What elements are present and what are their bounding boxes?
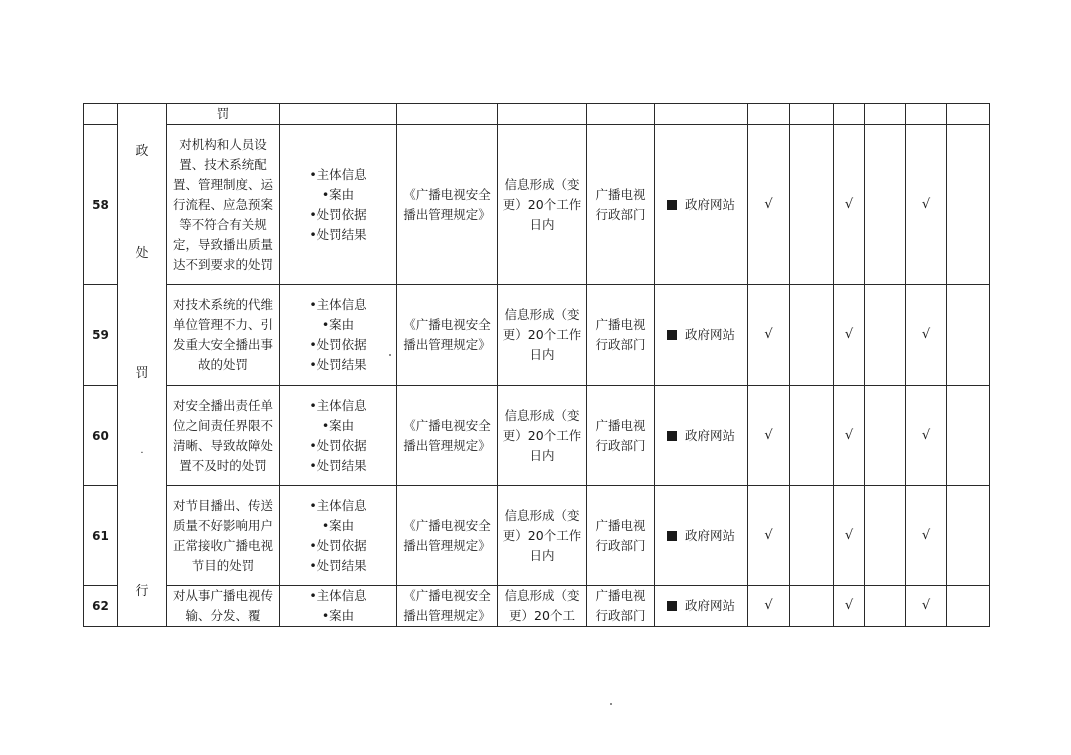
matter-cell: 对从事广播电视传输、分发、覆 — [167, 586, 280, 627]
channel-cell — [655, 586, 748, 627]
channel-label: 政府网站 — [684, 327, 735, 342]
check-cell: √ — [748, 386, 790, 486]
channel-label: 政府网站 — [684, 598, 735, 613]
table-row — [84, 125, 990, 285]
channel-cell — [655, 386, 748, 486]
category-char: 处 — [135, 246, 149, 261]
time-limit-cell: 信息形成（变更）20个工作日内 — [498, 486, 587, 586]
content-cell — [280, 386, 397, 486]
row-number: 61 — [84, 486, 118, 586]
check-cell — [947, 586, 990, 627]
check-cell — [947, 386, 990, 486]
matter-cell: 罚 — [167, 104, 280, 125]
content-item: •处罚依据 — [309, 206, 367, 222]
check-cell: √ — [748, 486, 790, 586]
disclosure-table — [83, 103, 990, 627]
content-item: •处罚依据 — [309, 537, 367, 553]
table-row — [84, 285, 990, 386]
channel-cell — [655, 486, 748, 586]
check-cell: √ — [906, 386, 947, 486]
content-item: •主体信息 — [309, 588, 367, 603]
check-cell: √ — [748, 285, 790, 386]
check-cell — [790, 586, 834, 627]
check-cell — [790, 486, 834, 586]
matter-cell: 对机构和人员设置、技术系统配置、管理制度、运行流程、应急预案等不符合有关规定，导致播出质量达不到要求的处罚 — [167, 125, 280, 285]
check-cell — [865, 486, 906, 586]
check-cell: √ — [834, 486, 865, 586]
check-cell — [790, 386, 834, 486]
channel-label: 政府网站 — [684, 196, 735, 212]
check-cell — [790, 285, 834, 386]
check-cell: √ — [834, 386, 865, 486]
channel-label: 政府网站 — [684, 427, 735, 443]
basis-cell: 《广播电视安全播出管理规定》 — [397, 386, 498, 486]
row-number: 60 — [84, 386, 118, 486]
check-cell: √ — [834, 125, 865, 285]
matter-cell: 对节目播出、传送质量不好影响用户正常接收广播电视节目的处罚 — [167, 486, 280, 586]
content-item: •案由 — [321, 608, 355, 623]
square-bullet-icon — [667, 330, 677, 340]
basis-cell: 《广播电视安全播出管理规定》 — [397, 285, 498, 386]
subject-cell: 广播电视行政部门 — [587, 125, 655, 285]
content-item: •主体信息 — [309, 166, 367, 182]
check-cell: √ — [906, 586, 947, 627]
matter-cell: 对技术系统的代维单位管理不力、引发重大安全播出事故的处罚 — [167, 285, 280, 386]
subject-cell: 广播电视行政部门 — [587, 386, 655, 486]
channel-label: 政府网站 — [684, 527, 735, 543]
content-item: •处罚结果 — [309, 226, 367, 242]
square-bullet-icon — [667, 531, 677, 541]
check-cell: √ — [834, 586, 865, 627]
time-limit-cell: 信息形成（变更）20个工作日内 — [498, 386, 587, 486]
table-row — [84, 486, 990, 586]
category-char: 行 — [135, 584, 149, 599]
category-char: · — [140, 448, 144, 459]
content-cell — [280, 486, 397, 586]
content-item: •案由 — [321, 417, 355, 433]
channel-cell — [655, 285, 748, 386]
check-cell — [865, 386, 906, 486]
square-bullet-icon — [667, 431, 677, 441]
content-cell — [280, 285, 397, 386]
content-item: •主体信息 — [309, 397, 367, 413]
content-item: •案由 — [321, 517, 355, 533]
channel-cell — [655, 125, 748, 285]
check-cell — [865, 285, 906, 386]
row-number: 62 — [84, 586, 118, 627]
content-item: •处罚结果 — [309, 557, 367, 573]
scan-speck — [610, 703, 612, 705]
basis-cell: 《广播电视安全播出管理规定》 — [397, 586, 498, 627]
content-item: •处罚结果 — [309, 457, 367, 473]
time-limit-cell: 信息形成（变更）20个工 — [498, 586, 587, 627]
no-cell — [84, 104, 118, 125]
subject-cell: 广播电视行政部门 — [587, 586, 655, 627]
table-row — [84, 386, 990, 486]
basis-cell: 《广播电视安全播出管理规定》 — [397, 486, 498, 586]
scan-speck — [389, 354, 391, 356]
basis-cell: 《广播电视安全播出管理规定》 — [397, 125, 498, 285]
check-cell: √ — [906, 285, 947, 386]
content-item: •处罚依据 — [309, 437, 367, 453]
row-number: 58 — [84, 125, 118, 285]
check-cell — [865, 125, 906, 285]
time-limit-cell: 信息形成（变更）20个工作日内 — [498, 285, 587, 386]
check-cell: √ — [834, 285, 865, 386]
check-cell: √ — [906, 125, 947, 285]
check-cell: √ — [906, 486, 947, 586]
category-cell — [118, 104, 167, 627]
table-row — [84, 586, 990, 627]
category-char: 罚 — [135, 366, 149, 381]
check-cell — [947, 125, 990, 285]
check-cell — [947, 486, 990, 586]
time-limit-cell: 信息形成（变更）20个工作日内 — [498, 125, 587, 285]
check-cell — [790, 125, 834, 285]
category-char: 政 — [135, 144, 149, 159]
square-bullet-icon — [667, 601, 677, 611]
content-item: •处罚依据 — [309, 337, 367, 352]
content-item: •案由 — [321, 186, 355, 202]
matter-cell: 对安全播出责任单位之间责任界限不清晰、导致故障处置不及时的处罚 — [167, 386, 280, 486]
square-bullet-icon — [667, 200, 677, 210]
table-row-continuation — [84, 104, 990, 125]
check-cell — [865, 586, 906, 627]
content-item: •主体信息 — [309, 497, 367, 513]
content-cell — [280, 125, 397, 285]
content-item: •案由 — [321, 317, 355, 332]
subject-cell: 广播电视行政部门 — [587, 285, 655, 386]
content-cell — [280, 586, 397, 627]
content-item: •处罚结果 — [309, 357, 367, 372]
check-cell — [947, 285, 990, 386]
content-item: •主体信息 — [309, 297, 367, 312]
check-cell: √ — [748, 125, 790, 285]
subject-cell: 广播电视行政部门 — [587, 486, 655, 586]
check-cell: √ — [748, 586, 790, 627]
row-number: 59 — [84, 285, 118, 386]
